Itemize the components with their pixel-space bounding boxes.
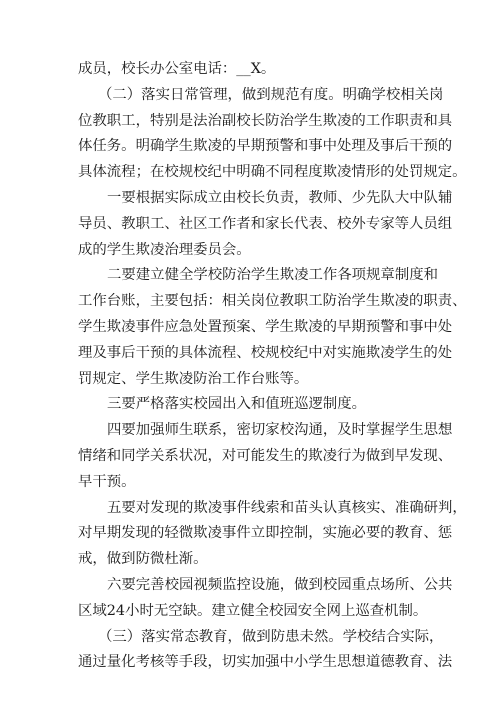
text-line-10: 工作台账，主要包括：相关岗位教职工防治学生欺凌的职责、 [78,293,467,310]
text-line-23: （三）落实常态教育，做到防患未然。学校结合实际， [98,628,444,645]
text-line-2: （二）落实日常管理，做到规范有度。明确学校相关岗 [98,86,444,103]
text-line-8: 成的学生欺凌治理委员会。 [78,241,251,258]
text-line-12: 理及事后干预的具体流程、校规校纪中对实施欺凌学生的处 [78,344,453,361]
document-body [78,57,467,676]
text-line-3: 位教职工，特别是法治副校长防治学生欺凌的工作职责和具 [78,112,453,129]
text-line-19: 对早期发现的轻微欺凌事件立即控制，实施必要的教育、惩 [78,525,453,542]
text-line-20: 戒，做到防微杜渐。 [78,551,208,568]
text-line-21: 六要完善校园视频监控设施，做到校园重点场所、公共 [107,576,453,593]
text-line-18: 五要对发现的欺凌事件线索和苗头认真核实、准确研判， [107,499,467,516]
text-line-9: 二要建立健全学校防治学生欺凌工作各项规章制度和 [107,267,438,284]
text-line-13: 罚规定、学生欺凌防治工作台账等。 [78,370,309,387]
document-text [78,57,467,676]
text-line-11: 学生欺凌事件应急处置预案、学生欺凌的早期预警和事中处 [78,318,453,335]
text-line-1: 成员，校长办公室电话：__X。 [78,61,276,77]
text-line-6: 一要根据实际成立由校长负责，教师、少先队大中队辅 [107,189,453,206]
text-line-24: 通过量化考核等手段，切实加强中小学生思想道德教育、法 [78,654,453,671]
text-line-7: 导员、教职工、社区工作者和家长代表、校外专家等人员组 [78,215,453,232]
text-line-4: 体任务。明确学生欺凌的早期预警和事中处理及事后干预的 [78,138,453,155]
text-line-22: 区域24小时无空缺。建立健全校园安全网上巡查机制。 [78,602,428,619]
text-line-5: 具体流程；在校规校纪中明确不同程度欺凌情形的处罚规定。 [78,164,467,181]
text-line-15: 四要加强师生联系，密切家校沟通，及时掌握学生思想 [107,422,453,439]
text-line-14: 三要严格落实校园出入和值班巡逻制度。 [107,396,367,413]
text-line-17: 早干预。 [78,473,136,490]
text-line-16: 情绪和同学关系状况，对可能发生的欺凌行为做到早发现、 [78,447,453,464]
